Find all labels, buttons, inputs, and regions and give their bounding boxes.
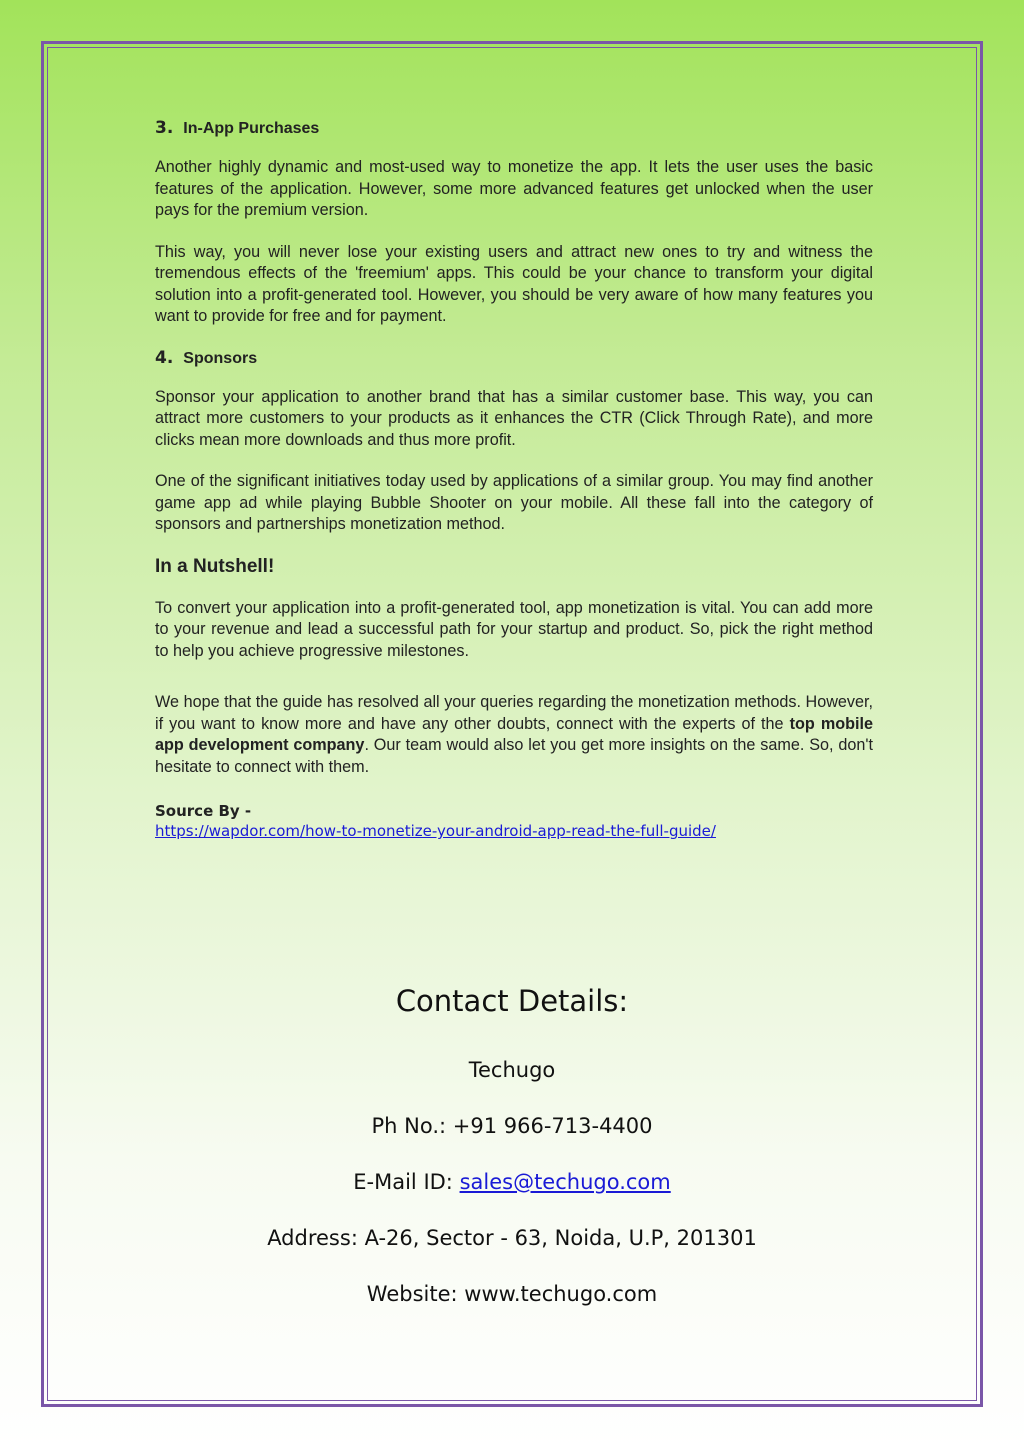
article-body — [155, 118, 873, 841]
section-number: 4. — [155, 347, 174, 368]
paragraph-text: . Our team would also let you get more insights on the same. So, don't hesitate to connect with them. — [155, 736, 874, 776]
contact-email — [150, 1170, 874, 1194]
paragraph: One of the significant initiatives today used by applications of a similar group. You may find another game app ad while playing Bubble Shooter on your mobile. All these fall into the category of sponsors and partnerships monetization method. — [155, 472, 873, 533]
phone-label: Ph No.: — [371, 1114, 453, 1138]
paragraph: This way, you will never lose your existing users and attract new ones to try and witness the tremendous effects of the 'freemium' apps. This could be your chance to transform your digital solution into a profit-generated tool. However, you should be very aware of how many features you want to provide for free and for payment. — [155, 242, 873, 325]
email-label: E-Mail ID: — [353, 1170, 460, 1194]
section-title: In-App Purchases — [183, 120, 320, 137]
contact-company: Techugo — [468, 1058, 556, 1082]
section-title: Sponsors — [183, 349, 258, 367]
contact-website — [150, 1282, 874, 1306]
paragraph: Sponsor your application to another brand that has a similar customer base. This way, you can attract more customers to your products as it enhances the CTR (Click Through Rate), and more clicks mean more downloads and thus more profit. — [155, 387, 873, 449]
phone-number: +91 966-713-4400 — [452, 1114, 653, 1138]
contact-title: Contact Details: — [395, 984, 629, 1018]
company-keyword-bold: top mobile app development company — [155, 714, 873, 754]
website-label: Website: — [366, 1282, 465, 1306]
section-heading-in-app-purchases — [155, 118, 873, 138]
website-value: www.techugo.com — [464, 1282, 658, 1306]
source-label: Source By - — [155, 802, 252, 820]
contact-address — [150, 1226, 874, 1250]
section-number: 3. — [155, 118, 174, 138]
paragraph: To convert your application into a profit-generated tool, app monetization is vital. You can add more to your revenue and lead a successful path for your startup and product. So, pick the right method to help you achieve progressive milestones. — [155, 598, 873, 660]
paragraph — [155, 692, 873, 778]
contact-phone — [150, 1114, 874, 1138]
section-heading-sponsors — [155, 348, 873, 368]
address-value: A-26, Sector - 63, Noida, U.P, 201301 — [364, 1226, 757, 1250]
paragraph: Another highly dynamic and most-used way to monetize the app. It lets the user uses the basic features of the application. However, some more advanced features get unlocked when the user pays for the premium version. — [155, 158, 873, 219]
address-label: Address: — [267, 1226, 365, 1250]
paragraph-text: We hope that the guide has resolved all your queries regarding the monetization methods. However, if you want to know more and have any other doubts, connect with the experts of the — [155, 693, 873, 733]
source-link[interactable]: https://wapdor.com/how-to-monetize-your-android-app-read-the-full-guide/ — [155, 822, 716, 840]
email-link[interactable]: sales@techugo.com — [459, 1170, 671, 1194]
nutshell-heading: In a Nutshell! — [155, 555, 275, 577]
